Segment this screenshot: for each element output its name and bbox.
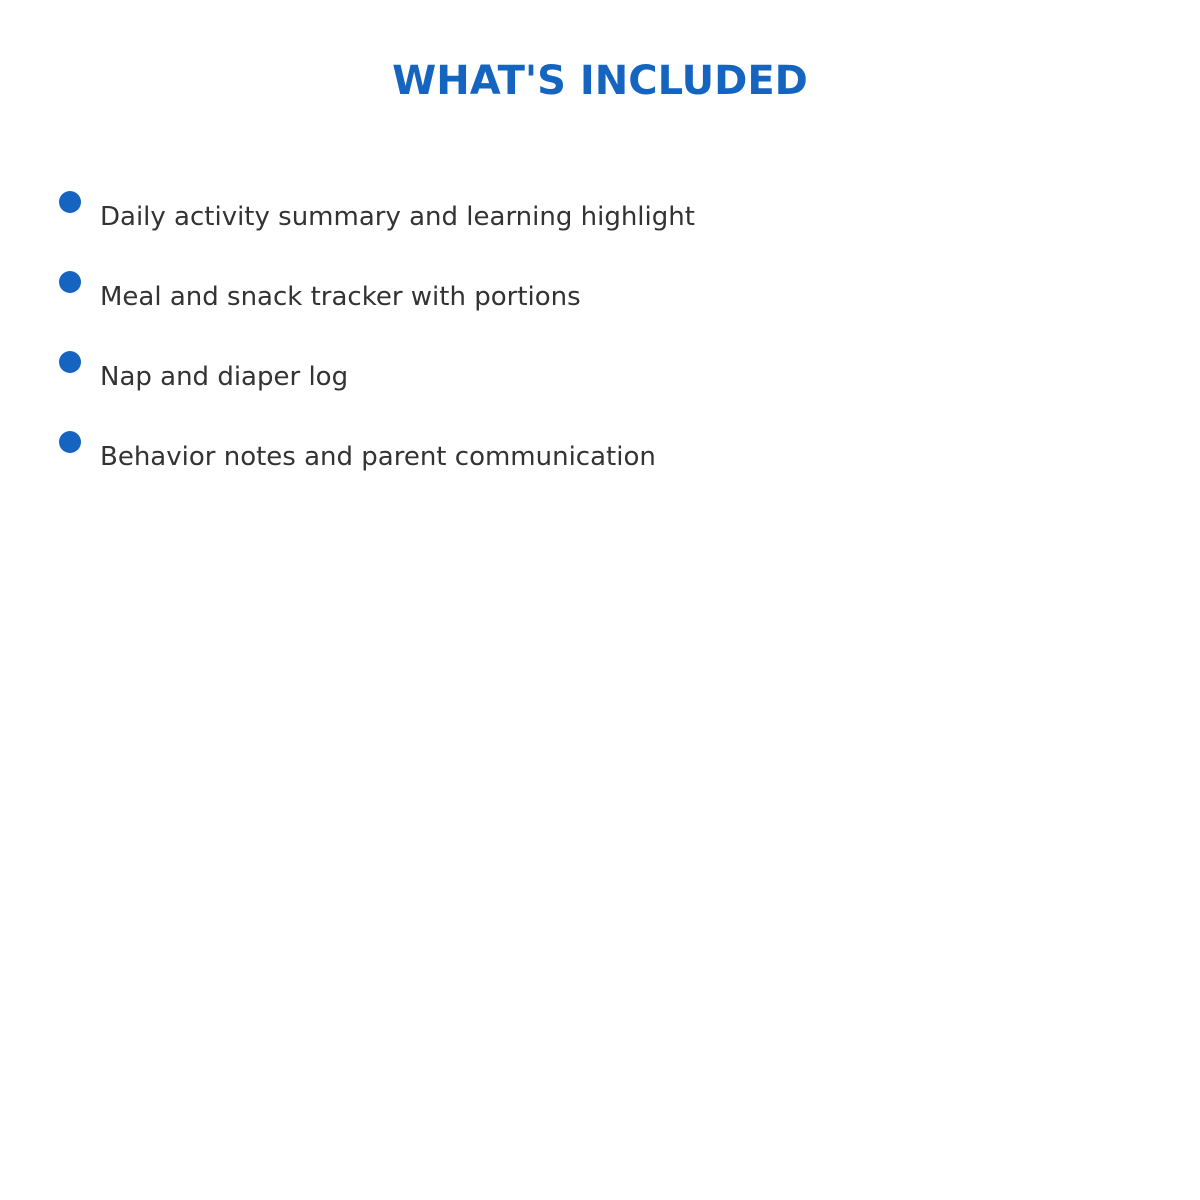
bullet-dot-icon <box>59 431 81 453</box>
list-item <box>59 431 1059 481</box>
page-title: WHAT'S INCLUDED <box>392 58 808 104</box>
list-item <box>59 191 1059 241</box>
list-item-label: Meal and snack tracker with portions <box>100 282 581 312</box>
list-item <box>59 351 1059 401</box>
bullet-dot-icon <box>59 271 81 293</box>
list-item-label: Daily activity summary and learning highlight <box>100 202 695 232</box>
bullet-dot-icon <box>59 191 81 213</box>
list-item-label: Nap and diaper log <box>100 362 349 392</box>
bullet-dot-icon <box>59 351 81 373</box>
list-item-label: Behavior notes and parent communication <box>100 442 656 472</box>
list-item <box>59 271 1059 321</box>
